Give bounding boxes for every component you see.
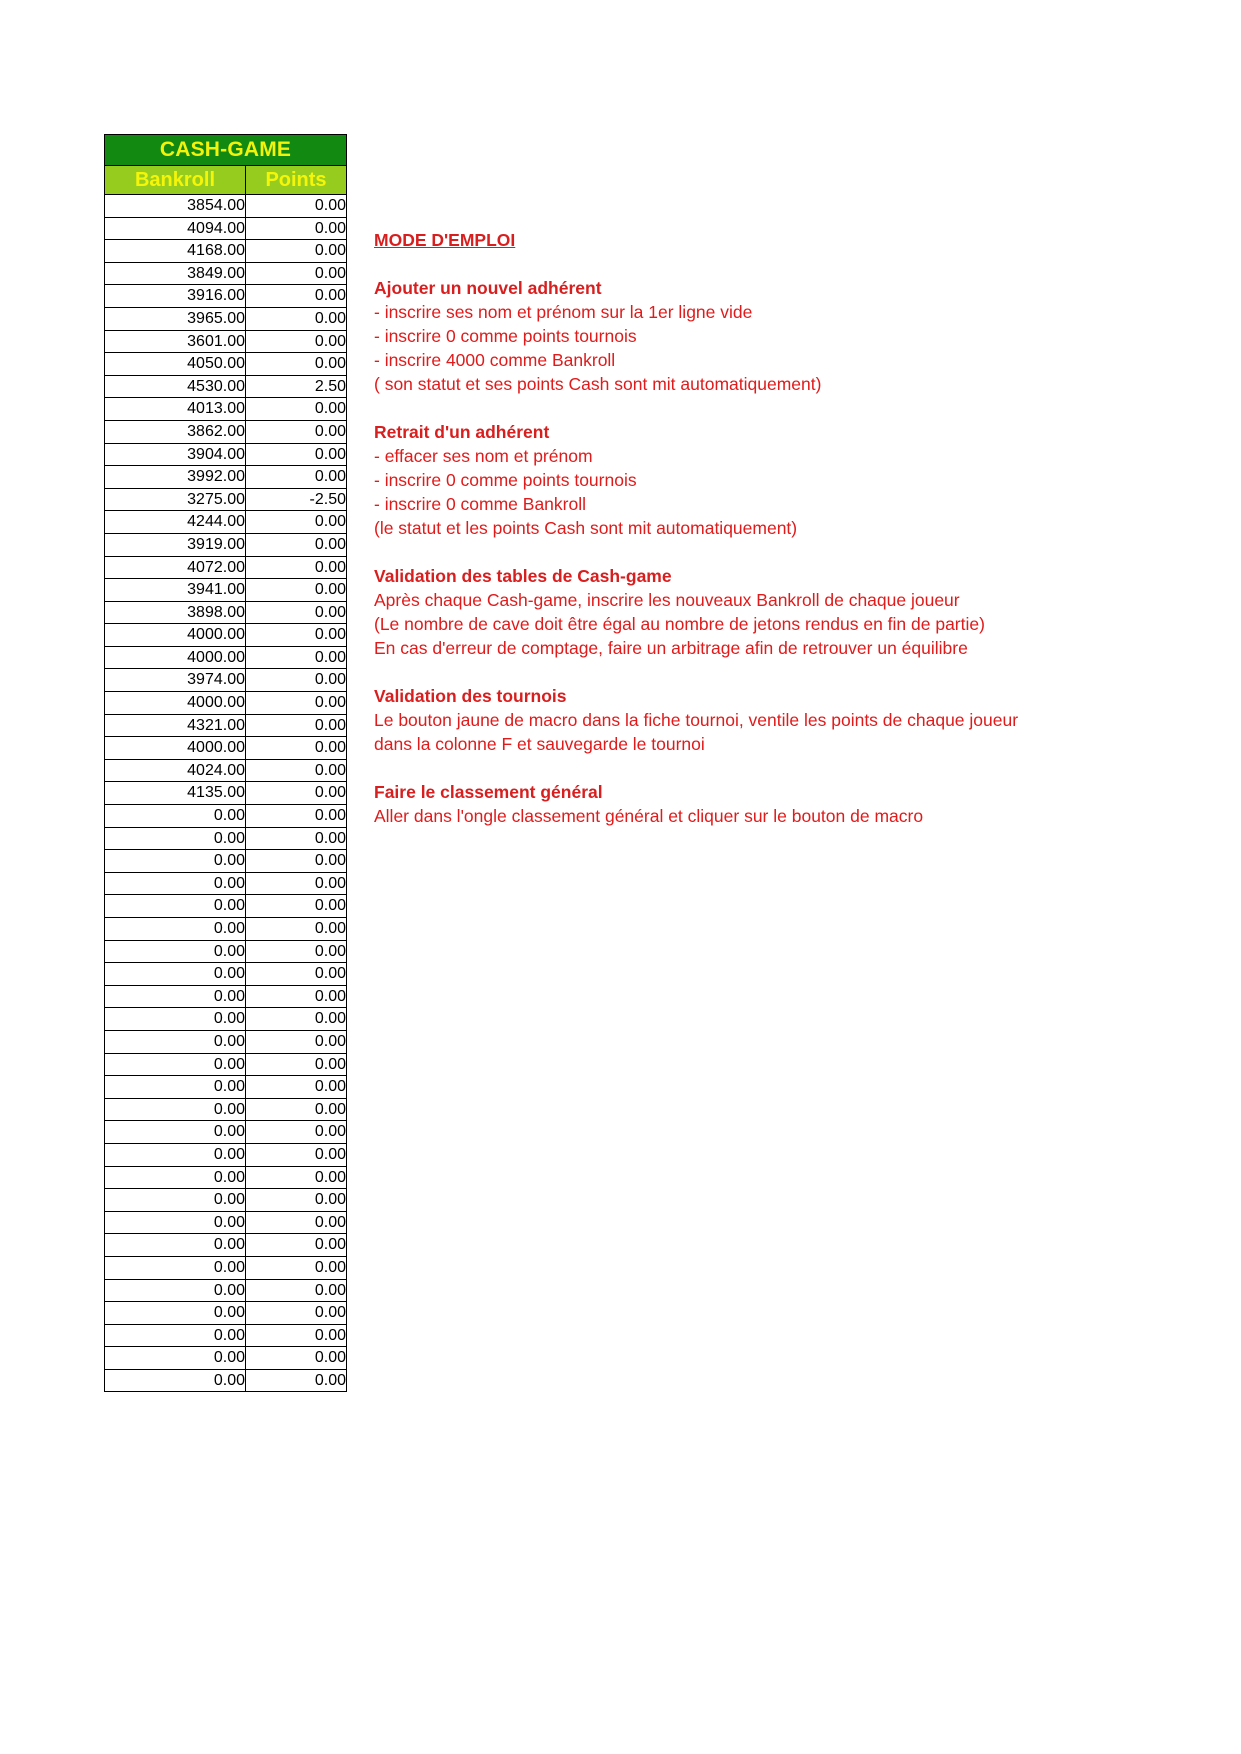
cell-points[interactable]: 0.00 bbox=[246, 1324, 347, 1347]
cell-points[interactable]: -2.50 bbox=[246, 488, 347, 511]
table-row bbox=[105, 579, 347, 602]
cell-points[interactable]: 0.00 bbox=[246, 646, 347, 669]
table-row bbox=[105, 1053, 347, 1076]
table-row bbox=[105, 918, 347, 941]
cell-points[interactable]: 0.00 bbox=[246, 872, 347, 895]
table-row bbox=[105, 533, 347, 556]
cell-points[interactable]: 0.00 bbox=[246, 195, 347, 218]
table-body bbox=[105, 195, 347, 1392]
cash-game-table[interactable] bbox=[104, 134, 347, 1392]
cell-points[interactable]: 0.00 bbox=[246, 443, 347, 466]
cell-bankroll[interactable]: 0.00 bbox=[105, 918, 246, 941]
cell-points[interactable]: 0.00 bbox=[246, 963, 347, 986]
table-row bbox=[105, 488, 347, 511]
cell-bankroll[interactable]: 0.00 bbox=[105, 805, 246, 828]
instructions-line: dans la colonne F et sauvegarde le tournoi bbox=[374, 734, 705, 754]
table-row bbox=[105, 940, 347, 963]
table-row bbox=[105, 895, 347, 918]
table-row bbox=[105, 1324, 347, 1347]
cell-points[interactable]: 0.00 bbox=[246, 1166, 347, 1189]
table-row bbox=[105, 714, 347, 737]
instructions-sections bbox=[374, 252, 1080, 828]
cell-points[interactable]: 0.00 bbox=[246, 714, 347, 737]
cell-bankroll[interactable]: 0.00 bbox=[105, 1347, 246, 1370]
column-header-points[interactable]: Points bbox=[246, 166, 347, 195]
cell-bankroll[interactable]: 0.00 bbox=[105, 1076, 246, 1099]
cell-points[interactable]: 0.00 bbox=[246, 217, 347, 240]
cell-points[interactable]: 0.00 bbox=[246, 1121, 347, 1144]
cell-points[interactable]: 0.00 bbox=[246, 782, 347, 805]
table-row bbox=[105, 850, 347, 873]
cell-bankroll[interactable]: 3898.00 bbox=[105, 601, 246, 624]
cell-points[interactable]: 0.00 bbox=[246, 307, 347, 330]
instructions-line: Après chaque Cash-game, inscrire les nouveaux Bankroll de chaque joueur bbox=[374, 590, 960, 610]
table-row bbox=[105, 1302, 347, 1325]
cell-bankroll[interactable]: 3992.00 bbox=[105, 466, 246, 489]
table-row bbox=[105, 1166, 347, 1189]
table-row bbox=[105, 1234, 347, 1257]
cell-bankroll[interactable]: 0.00 bbox=[105, 1256, 246, 1279]
table-row bbox=[105, 646, 347, 669]
table-row bbox=[105, 692, 347, 715]
cell-points[interactable]: 0.00 bbox=[246, 1302, 347, 1325]
cell-bankroll[interactable]: 3601.00 bbox=[105, 330, 246, 353]
instructions-spacer bbox=[374, 252, 1080, 276]
table-row bbox=[105, 872, 347, 895]
cell-points[interactable]: 0.00 bbox=[246, 1189, 347, 1212]
cell-bankroll[interactable]: 0.00 bbox=[105, 985, 246, 1008]
cell-points[interactable]: 0.00 bbox=[246, 262, 347, 285]
table-row bbox=[105, 1189, 347, 1212]
cell-points[interactable]: 0.00 bbox=[246, 579, 347, 602]
cell-bankroll[interactable]: 0.00 bbox=[105, 1189, 246, 1212]
cell-bankroll[interactable]: 4244.00 bbox=[105, 511, 246, 534]
instructions-spacer bbox=[374, 660, 1080, 684]
table-row bbox=[105, 195, 347, 218]
instructions-panel bbox=[374, 228, 1080, 828]
cell-bankroll[interactable]: 0.00 bbox=[105, 1143, 246, 1166]
cell-bankroll[interactable]: 4530.00 bbox=[105, 375, 246, 398]
cell-bankroll[interactable]: 4094.00 bbox=[105, 217, 246, 240]
cell-bankroll[interactable]: 4135.00 bbox=[105, 782, 246, 805]
table-row bbox=[105, 262, 347, 285]
instructions-section-heading: Retrait d'un adhérent bbox=[374, 422, 550, 442]
table-row bbox=[105, 443, 347, 466]
instructions-line: - inscrire 0 comme Bankroll bbox=[374, 494, 586, 514]
table-row bbox=[105, 1347, 347, 1370]
cell-points[interactable]: 0.00 bbox=[246, 895, 347, 918]
table-row bbox=[105, 420, 347, 443]
table-column-header-row bbox=[105, 166, 347, 195]
table-row bbox=[105, 1369, 347, 1392]
cell-points[interactable]: 0.00 bbox=[246, 692, 347, 715]
cell-bankroll[interactable]: 0.00 bbox=[105, 872, 246, 895]
cell-bankroll[interactable]: 4000.00 bbox=[105, 737, 246, 760]
instructions-line: (le statut et les points Cash sont mit automatiquement) bbox=[374, 518, 798, 538]
cell-bankroll[interactable]: 0.00 bbox=[105, 963, 246, 986]
cell-points[interactable]: 0.00 bbox=[246, 1234, 347, 1257]
cell-bankroll[interactable]: 4050.00 bbox=[105, 353, 246, 376]
instructions-line: (Le nombre de cave doit être égal au nombre de jetons rendus en fin de partie) bbox=[374, 614, 985, 634]
cell-bankroll[interactable]: 4321.00 bbox=[105, 714, 246, 737]
table-header-group bbox=[105, 135, 347, 195]
cell-points[interactable]: 0.00 bbox=[246, 285, 347, 308]
cell-points[interactable]: 0.00 bbox=[246, 1030, 347, 1053]
table-row bbox=[105, 737, 347, 760]
cell-bankroll[interactable]: 0.00 bbox=[105, 1121, 246, 1144]
cell-bankroll[interactable]: 0.00 bbox=[105, 1030, 246, 1053]
instructions-line: - inscrire ses nom et prénom sur la 1er ligne vide bbox=[374, 302, 753, 322]
cell-bankroll[interactable]: 0.00 bbox=[105, 850, 246, 873]
table-row bbox=[105, 601, 347, 624]
cell-bankroll[interactable]: 0.00 bbox=[105, 1211, 246, 1234]
cell-bankroll[interactable]: 4000.00 bbox=[105, 692, 246, 715]
cell-points[interactable]: 0.00 bbox=[246, 1008, 347, 1031]
cell-points[interactable]: 0.00 bbox=[246, 466, 347, 489]
table-row bbox=[105, 1121, 347, 1144]
instructions-line: - inscrire 4000 comme Bankroll bbox=[374, 350, 616, 370]
table-row bbox=[105, 1076, 347, 1099]
table-title-cell: CASH-GAME bbox=[105, 135, 347, 166]
cell-bankroll[interactable]: 0.00 bbox=[105, 1302, 246, 1325]
table-row bbox=[105, 307, 347, 330]
cell-points[interactable]: 0.00 bbox=[246, 940, 347, 963]
table-row bbox=[105, 217, 347, 240]
cell-bankroll[interactable]: 0.00 bbox=[105, 1369, 246, 1392]
cell-points[interactable]: 0.00 bbox=[246, 1211, 347, 1234]
table-row bbox=[105, 805, 347, 828]
instructions-line: - effacer ses nom et prénom bbox=[374, 446, 593, 466]
cell-bankroll[interactable]: 3904.00 bbox=[105, 443, 246, 466]
instructions-section-heading: Faire le classement général bbox=[374, 782, 603, 802]
cell-points[interactable]: 0.00 bbox=[246, 669, 347, 692]
table-row bbox=[105, 1008, 347, 1031]
instructions-title: MODE D'EMPLOI bbox=[374, 230, 516, 250]
instructions-line: - inscrire 0 comme points tournois bbox=[374, 326, 637, 346]
table-row bbox=[105, 827, 347, 850]
cell-bankroll[interactable]: 3965.00 bbox=[105, 307, 246, 330]
cell-bankroll[interactable]: 4168.00 bbox=[105, 240, 246, 263]
cell-points[interactable]: 0.00 bbox=[246, 759, 347, 782]
instructions-line: Le bouton jaune de macro dans la fiche tournoi, ventile les points de chaque joueur bbox=[374, 710, 1019, 730]
cell-points[interactable]: 0.00 bbox=[246, 556, 347, 579]
cell-bankroll[interactable]: 3849.00 bbox=[105, 262, 246, 285]
instructions-section-heading: Validation des tournois bbox=[374, 686, 567, 706]
instructions-title-line bbox=[374, 228, 1080, 252]
cell-bankroll[interactable]: 4072.00 bbox=[105, 556, 246, 579]
cell-points[interactable]: 0.00 bbox=[246, 985, 347, 1008]
cell-bankroll[interactable]: 0.00 bbox=[105, 1234, 246, 1257]
table-row bbox=[105, 1098, 347, 1121]
cell-bankroll[interactable]: 0.00 bbox=[105, 1098, 246, 1121]
cell-bankroll[interactable]: 0.00 bbox=[105, 1053, 246, 1076]
table-row bbox=[105, 624, 347, 647]
cell-points[interactable]: 0.00 bbox=[246, 353, 347, 376]
cell-bankroll[interactable]: 3919.00 bbox=[105, 533, 246, 556]
table-row bbox=[105, 759, 347, 782]
instructions-spacer bbox=[374, 756, 1080, 780]
table-row bbox=[105, 985, 347, 1008]
cell-bankroll[interactable]: 0.00 bbox=[105, 1324, 246, 1347]
cell-bankroll[interactable]: 3916.00 bbox=[105, 285, 246, 308]
cell-points[interactable]: 0.00 bbox=[246, 398, 347, 421]
cell-bankroll[interactable]: 4024.00 bbox=[105, 759, 246, 782]
table-row bbox=[105, 466, 347, 489]
cell-points[interactable]: 0.00 bbox=[246, 918, 347, 941]
table-row bbox=[105, 375, 347, 398]
table-row bbox=[105, 240, 347, 263]
cell-bankroll[interactable]: 3862.00 bbox=[105, 420, 246, 443]
table-title-row bbox=[105, 135, 347, 166]
cell-points[interactable]: 0.00 bbox=[246, 805, 347, 828]
instructions-spacer bbox=[374, 540, 1080, 564]
cell-points[interactable]: 0.00 bbox=[246, 1098, 347, 1121]
cell-points[interactable]: 0.00 bbox=[246, 533, 347, 556]
table-row bbox=[105, 782, 347, 805]
cell-bankroll[interactable]: 0.00 bbox=[105, 827, 246, 850]
cell-points[interactable]: 0.00 bbox=[246, 1369, 347, 1392]
instructions-section-heading: Validation des tables de Cash-game bbox=[374, 566, 672, 586]
cell-points[interactable]: 0.00 bbox=[246, 1076, 347, 1099]
table-row bbox=[105, 285, 347, 308]
cell-points[interactable]: 0.00 bbox=[246, 1347, 347, 1370]
cell-bankroll[interactable]: 3275.00 bbox=[105, 488, 246, 511]
cell-bankroll[interactable]: 0.00 bbox=[105, 1008, 246, 1031]
table-row bbox=[105, 1211, 347, 1234]
cell-points[interactable]: 0.00 bbox=[246, 1279, 347, 1302]
cell-points[interactable]: 0.00 bbox=[246, 737, 347, 760]
table-row bbox=[105, 1256, 347, 1279]
table-row bbox=[105, 353, 347, 376]
cell-points[interactable]: 0.00 bbox=[246, 511, 347, 534]
table-row bbox=[105, 511, 347, 534]
instructions-line: Aller dans l'ongle classement général et cliquer sur le bouton de macro bbox=[374, 806, 924, 826]
table-row bbox=[105, 556, 347, 579]
table-row bbox=[105, 1143, 347, 1166]
instructions-line: - inscrire 0 comme points tournois bbox=[374, 470, 637, 490]
cell-bankroll[interactable]: 4013.00 bbox=[105, 398, 246, 421]
cell-points[interactable]: 0.00 bbox=[246, 1053, 347, 1076]
cell-bankroll[interactable]: 3854.00 bbox=[105, 195, 246, 218]
cell-points[interactable]: 0.00 bbox=[246, 850, 347, 873]
cell-bankroll[interactable]: 4000.00 bbox=[105, 624, 246, 647]
cell-points[interactable]: 2.50 bbox=[246, 375, 347, 398]
cell-bankroll[interactable]: 0.00 bbox=[105, 895, 246, 918]
cell-points[interactable]: 0.00 bbox=[246, 330, 347, 353]
cell-bankroll[interactable]: 0.00 bbox=[105, 940, 246, 963]
cell-points[interactable]: 0.00 bbox=[246, 240, 347, 263]
cell-points[interactable]: 0.00 bbox=[246, 1143, 347, 1166]
instructions-section-heading: Ajouter un nouvel adhérent bbox=[374, 278, 602, 298]
cell-points[interactable]: 0.00 bbox=[246, 420, 347, 443]
table-row bbox=[105, 330, 347, 353]
table-row bbox=[105, 1279, 347, 1302]
cell-points[interactable]: 0.00 bbox=[246, 601, 347, 624]
instructions-line: ( son statut et ses points Cash sont mit automatiquement) bbox=[374, 374, 822, 394]
instructions-line: En cas d'erreur de comptage, faire un arbitrage afin de retrouver un équilibre bbox=[374, 638, 968, 658]
column-header-bankroll[interactable]: Bankroll bbox=[105, 166, 246, 195]
table-row bbox=[105, 669, 347, 692]
cell-bankroll[interactable]: 3941.00 bbox=[105, 579, 246, 602]
cell-points[interactable]: 0.00 bbox=[246, 624, 347, 647]
cell-bankroll[interactable]: 3974.00 bbox=[105, 669, 246, 692]
cell-points[interactable]: 0.00 bbox=[246, 1256, 347, 1279]
instructions-spacer bbox=[374, 396, 1080, 420]
table-row bbox=[105, 1030, 347, 1053]
table-row bbox=[105, 963, 347, 986]
cell-points[interactable]: 0.00 bbox=[246, 827, 347, 850]
cell-bankroll[interactable]: 4000.00 bbox=[105, 646, 246, 669]
table-row bbox=[105, 398, 347, 421]
cell-bankroll[interactable]: 0.00 bbox=[105, 1279, 246, 1302]
cell-bankroll[interactable]: 0.00 bbox=[105, 1166, 246, 1189]
